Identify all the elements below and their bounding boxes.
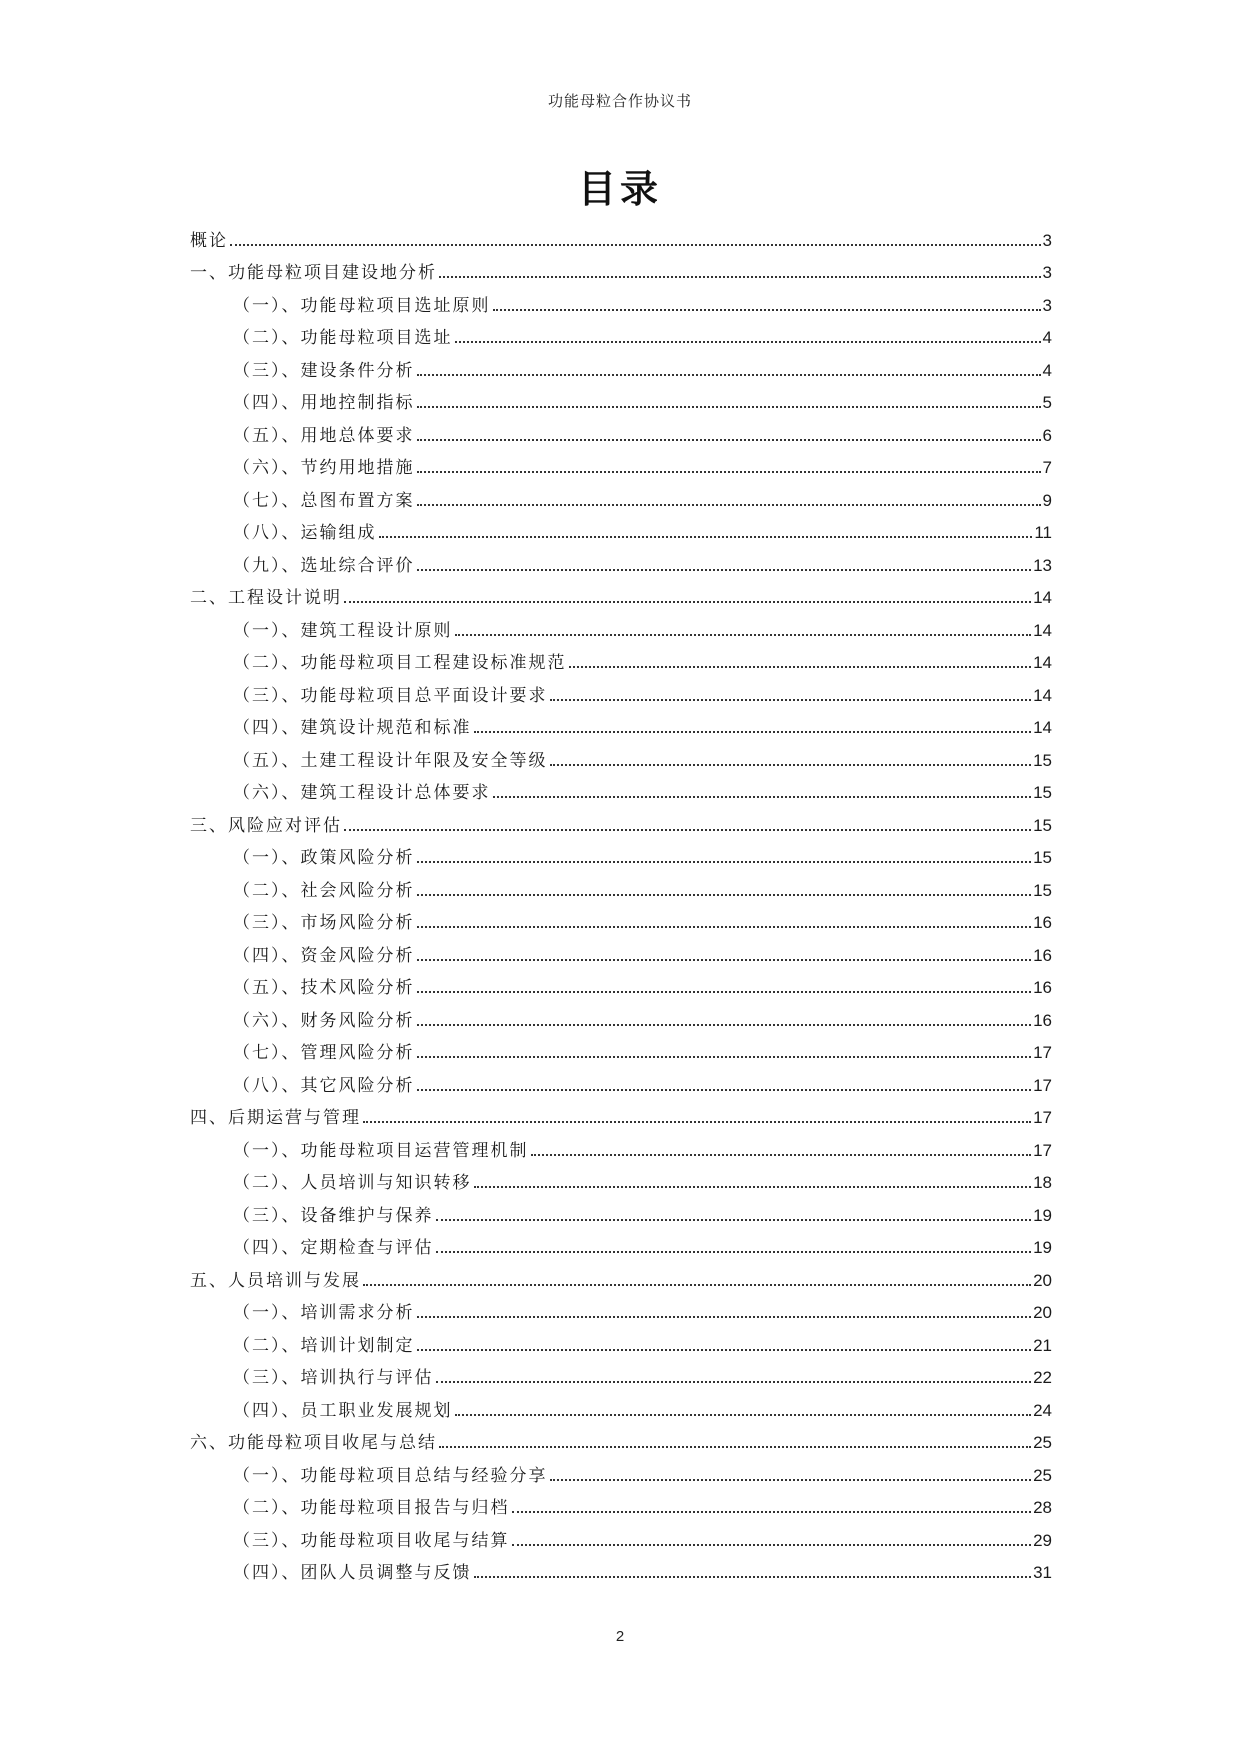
toc-entry-title: （二）、功能母粒项目工程建设标准规范 (233, 653, 567, 673)
toc-entry-page-number: 31 (1033, 1563, 1052, 1582)
toc-dot-leader (417, 861, 1032, 863)
toc-dot-leader (439, 276, 1041, 278)
toc-entry-page-number: 15 (1033, 750, 1052, 770)
toc-section-entry[interactable] (190, 706, 1052, 739)
toc-entry-page-number: 15 (1033, 783, 1052, 802)
toc-entry-page-number: 14 (1033, 588, 1052, 607)
toc-entry-title: （三）、市场风险分析 (233, 913, 415, 933)
toc-entry-title: （一）、功能母粒项目运营管理机制 (233, 1140, 529, 1161)
toc-entry-title: 概论 (190, 230, 228, 251)
toc-section-entry[interactable] (190, 1356, 1052, 1389)
toc-entry-page-number: 18 (1033, 1173, 1052, 1192)
toc-entry-page-number: 9 (1042, 490, 1052, 510)
toc-chapter-entry[interactable] (190, 1258, 1052, 1291)
toc-dot-leader (455, 1414, 1032, 1416)
toc-dot-leader (417, 1056, 1032, 1058)
toc-dot-leader (417, 1349, 1032, 1351)
toc-entry-page-number: 19 (1033, 1205, 1052, 1225)
toc-section-entry[interactable] (190, 316, 1052, 349)
toc-chapter-entry[interactable] (190, 576, 1052, 609)
toc-dot-leader (417, 406, 1041, 408)
toc-section-entry[interactable] (190, 381, 1052, 414)
toc-heading: 目录 (577, 167, 662, 211)
toc-dot-leader (436, 1251, 1032, 1253)
toc-section-entry[interactable] (190, 966, 1052, 999)
toc-dot-leader (439, 1446, 1031, 1448)
toc-chapter-entry[interactable] (190, 251, 1052, 284)
toc-section-entry[interactable] (190, 1388, 1052, 1421)
toc-entry-title: （三）、建设条件分析 (233, 360, 415, 381)
toc-entry-title: （二）、培训计划制定 (233, 1335, 415, 1356)
toc-dot-leader (379, 536, 1033, 538)
toc-entry-title: 三、风险应对评估 (190, 815, 342, 836)
toc-dot-leader (363, 1121, 1031, 1123)
toc-dot-leader (474, 1186, 1032, 1188)
toc-section-entry[interactable] (190, 1551, 1052, 1584)
toc-entry-title: （一）、政策风险分析 (233, 848, 415, 868)
toc-section-entry[interactable] (190, 868, 1052, 901)
toc-section-entry[interactable] (190, 641, 1052, 674)
running-header: 功能母粒合作协议书 (547, 92, 692, 110)
toc-entry-title: （四）、定期检查与评估 (233, 1238, 434, 1258)
toc-dot-leader (417, 374, 1041, 376)
toc-chapter-entry[interactable] (190, 218, 1052, 251)
toc-dot-leader (344, 601, 1031, 603)
toc-section-entry[interactable] (190, 901, 1052, 934)
toc-dot-leader (436, 1381, 1032, 1383)
toc-entry-title: （四）、团队人员调整与反馈 (233, 1563, 472, 1583)
toc-dot-leader (417, 569, 1032, 571)
toc-section-entry[interactable] (190, 1063, 1052, 1096)
toc-dot-leader (417, 894, 1032, 896)
toc-section-entry[interactable] (190, 1128, 1052, 1161)
toc-entry-page-number: 25 (1033, 1465, 1052, 1485)
toc-section-entry[interactable] (190, 771, 1052, 804)
page-number: 2 (615, 1628, 625, 1645)
toc-entry-title: （二）、功能母粒项目报告与归档 (233, 1498, 510, 1518)
toc-dot-leader (550, 1479, 1032, 1481)
toc-entry-page-number: 17 (1033, 1043, 1052, 1062)
toc-entry-title: （三）、功能母粒项目总平面设计要求 (233, 685, 548, 706)
toc-section-entry[interactable] (190, 1031, 1052, 1064)
toc-entry-page-number: 15 (1033, 880, 1052, 900)
toc-section-entry[interactable] (190, 1453, 1052, 1486)
toc-dot-leader (344, 829, 1031, 831)
toc-section-entry[interactable] (190, 1161, 1052, 1194)
toc-section-entry[interactable] (190, 1323, 1052, 1356)
toc-entry-page-number: 15 (1033, 815, 1052, 835)
toc-dot-leader (417, 504, 1041, 506)
toc-section-entry[interactable] (190, 348, 1052, 381)
toc-entry-page-number: 14 (1033, 718, 1052, 737)
toc-dot-leader (436, 1219, 1032, 1221)
toc-entry-title: （九）、选址综合评价 (233, 555, 415, 576)
toc-entry-title: （四）、员工职业发展规划 (233, 1400, 453, 1421)
toc-dot-leader (474, 1576, 1032, 1578)
toc-entry-page-number: 5 (1042, 393, 1052, 412)
toc-entry-page-number: 14 (1033, 653, 1052, 672)
toc-entry-title: 六、功能母粒项目收尾与总结 (190, 1433, 437, 1453)
toc-entry-page-number: 11 (1034, 523, 1052, 542)
toc-dot-leader (363, 1284, 1031, 1286)
toc-entry-title: （八）、其它风险分析 (233, 1075, 415, 1096)
toc-dot-leader (550, 699, 1032, 701)
toc-dot-leader (417, 439, 1041, 441)
toc-chapter-entry[interactable] (190, 1096, 1052, 1129)
toc-dot-leader (417, 926, 1032, 928)
toc-entry-page-number: 16 (1033, 913, 1052, 932)
toc-entry-page-number: 3 (1042, 295, 1052, 315)
toc-entry-title: （三）、设备维护与保养 (233, 1205, 434, 1226)
toc-entry-page-number: 17 (1033, 1108, 1052, 1127)
toc-entry-title: （四）、建筑设计规范和标准 (233, 718, 472, 738)
toc-entry-page-number: 20 (1033, 1270, 1052, 1290)
toc-dot-leader (493, 309, 1041, 311)
toc-entry-title: （二）、功能母粒项目选址 (233, 328, 453, 348)
toc-entry-page-number: 3 (1042, 263, 1052, 282)
toc-entry-title: 五、人员培训与发展 (190, 1270, 361, 1291)
toc-section-entry[interactable] (190, 933, 1052, 966)
toc-entry-page-number: 6 (1042, 425, 1052, 445)
toc-dot-leader (474, 731, 1032, 733)
toc-dot-leader (417, 1316, 1032, 1318)
toc-section-entry[interactable] (190, 608, 1052, 641)
toc-entry-page-number: 14 (1033, 685, 1052, 705)
toc-entry-title: （四）、用地控制指标 (233, 393, 415, 413)
toc-entry-page-number: 15 (1033, 848, 1052, 867)
toc-entry-title: （五）、土建工程设计年限及安全等级 (233, 750, 548, 771)
toc-dot-leader (455, 634, 1032, 636)
toc-entry-page-number: 17 (1033, 1075, 1052, 1095)
toc-entry-page-number: 4 (1042, 328, 1052, 347)
toc-entry-title: 一、功能母粒项目建设地分析 (190, 263, 437, 283)
toc-entry-page-number: 22 (1033, 1368, 1052, 1387)
toc-dot-leader (417, 471, 1041, 473)
toc-entry-page-number: 28 (1033, 1498, 1052, 1517)
toc-dot-leader (230, 244, 1041, 246)
toc-section-entry[interactable] (190, 1518, 1052, 1551)
toc-entry-page-number: 14 (1033, 620, 1052, 640)
toc-entry-title: （六）、财务风险分析 (233, 1010, 415, 1031)
toc-entry-page-number: 3 (1042, 230, 1052, 250)
toc-entry-page-number: 19 (1033, 1238, 1052, 1257)
toc-entry-page-number: 25 (1033, 1433, 1052, 1452)
toc-entry-page-number: 17 (1033, 1140, 1052, 1160)
toc-entry-page-number: 20 (1033, 1303, 1052, 1322)
toc-entry-page-number: 7 (1042, 458, 1052, 477)
toc-entry-title: （一）、建筑工程设计原则 (233, 620, 453, 641)
toc-entry-title: （七）、总图布置方案 (233, 490, 415, 511)
toc-chapter-entry[interactable] (190, 1421, 1052, 1454)
toc-section-entry[interactable] (190, 673, 1052, 706)
toc-section-entry[interactable] (190, 543, 1052, 576)
toc-section-entry[interactable] (190, 1226, 1052, 1259)
toc-entry-title: （一）、功能母粒项目选址原则 (233, 295, 491, 316)
table-of-contents (190, 218, 1052, 1583)
toc-dot-leader (455, 341, 1041, 343)
toc-section-entry[interactable] (190, 511, 1052, 544)
toc-section-entry[interactable] (190, 836, 1052, 869)
toc-entry-page-number: 4 (1042, 360, 1052, 380)
toc-entry-title: （三）、功能母粒项目收尾与结算 (233, 1530, 510, 1551)
toc-entry-title: 二、工程设计说明 (190, 588, 342, 608)
toc-entry-title: （五）、用地总体要求 (233, 425, 415, 446)
toc-dot-leader (512, 1544, 1032, 1546)
toc-entry-page-number: 21 (1033, 1335, 1052, 1355)
toc-section-entry[interactable] (190, 1193, 1052, 1226)
toc-section-entry[interactable] (190, 446, 1052, 479)
toc-entry-title: （一）、功能母粒项目总结与经验分享 (233, 1465, 548, 1486)
toc-section-entry[interactable] (190, 1291, 1052, 1324)
toc-entry-page-number: 29 (1033, 1530, 1052, 1550)
toc-entry-page-number: 13 (1033, 555, 1052, 575)
toc-entry-page-number: 16 (1033, 945, 1052, 965)
toc-section-entry[interactable] (190, 998, 1052, 1031)
toc-section-entry[interactable] (190, 413, 1052, 446)
toc-entry-title: （七）、管理风险分析 (233, 1043, 415, 1063)
toc-entry-title: （六）、节约用地措施 (233, 458, 415, 478)
toc-dot-leader (417, 991, 1032, 993)
toc-entry-page-number: 16 (1033, 1010, 1052, 1030)
toc-section-entry[interactable] (190, 1486, 1052, 1519)
toc-section-entry[interactable] (190, 478, 1052, 511)
toc-dot-leader (417, 1024, 1032, 1026)
toc-dot-leader (417, 959, 1032, 961)
toc-entry-title: （二）、社会风险分析 (233, 880, 415, 901)
toc-entry-title: （五）、技术风险分析 (233, 978, 415, 998)
toc-entry-page-number: 16 (1033, 978, 1052, 997)
toc-section-entry[interactable] (190, 283, 1052, 316)
toc-entry-title: （二）、人员培训与知识转移 (233, 1173, 472, 1193)
toc-dot-leader (417, 1089, 1032, 1091)
toc-chapter-entry[interactable] (190, 803, 1052, 836)
toc-dot-leader (512, 1511, 1032, 1513)
toc-entry-page-number: 24 (1033, 1400, 1052, 1420)
toc-entry-title: （一）、培训需求分析 (233, 1303, 415, 1323)
toc-entry-title: （六）、建筑工程设计总体要求 (233, 783, 491, 803)
toc-entry-title: （三）、培训执行与评估 (233, 1368, 434, 1388)
toc-entry-title: 四、后期运营与管理 (190, 1108, 361, 1128)
toc-section-entry[interactable] (190, 738, 1052, 771)
toc-entry-title: （八）、运输组成 (233, 523, 377, 543)
toc-dot-leader (531, 1154, 1032, 1156)
toc-entry-title: （四）、资金风险分析 (233, 945, 415, 966)
toc-dot-leader (569, 666, 1032, 668)
toc-dot-leader (550, 764, 1032, 766)
toc-dot-leader (493, 796, 1032, 798)
